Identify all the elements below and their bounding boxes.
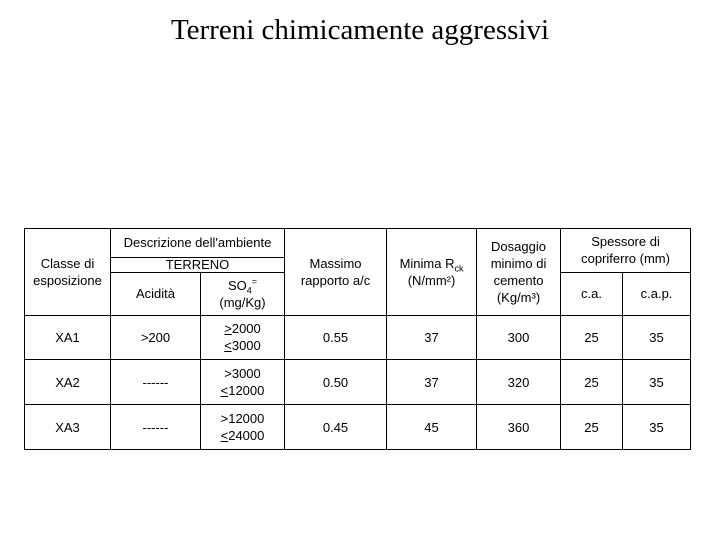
cell-classe: XA3	[25, 405, 111, 450]
cell-dosaggio: 300	[477, 315, 561, 360]
cell-so4-a-val: >12000	[220, 411, 265, 427]
cell-so4	[201, 405, 285, 450]
header-terreno: TERRENO	[111, 257, 285, 272]
header-so4-unit: (mg/Kg)	[219, 294, 266, 310]
header-descrizione-label: Descrizione dell'ambiente	[123, 235, 272, 251]
header-ca: c.a.	[561, 272, 623, 315]
header-minima-prefix: Minima R	[399, 255, 455, 271]
aggressive-soils-table	[24, 228, 691, 450]
cell-so4-b-val: 3000	[231, 338, 261, 354]
cell-rck: 37	[387, 315, 477, 360]
cell-so4-b-sym: <	[224, 338, 232, 354]
header-massimo: Massimo rapporto a/c	[285, 229, 387, 316]
cell-so4-b-sym: <	[220, 383, 229, 399]
cell-ca: 25	[561, 315, 623, 360]
header-so4-sup: =	[251, 276, 258, 287]
table-row	[25, 360, 691, 405]
table-row	[25, 315, 691, 360]
cell-rapporto: 0.55	[285, 315, 387, 360]
cell-so4-b-val: 12000	[228, 383, 265, 399]
cell-rapporto: 0.50	[285, 360, 387, 405]
header-so4-base: SO	[227, 277, 247, 293]
cell-rck: 37	[387, 360, 477, 405]
cell-cap: 35	[623, 360, 691, 405]
cell-cap: 35	[623, 315, 691, 360]
header-minima-sub: ck	[454, 263, 464, 274]
cell-so4-a-val: 2000	[231, 321, 261, 337]
cell-rck: 45	[387, 405, 477, 450]
table-row	[25, 405, 691, 450]
cell-cap: 35	[623, 405, 691, 450]
header-minima	[387, 229, 477, 316]
cell-ca: 25	[561, 360, 623, 405]
header-spessore: Spessore di copriferro (mm)	[561, 229, 691, 273]
cell-so4	[201, 360, 285, 405]
header-classe: Classe di esposizione	[25, 229, 111, 316]
cell-classe: XA2	[25, 360, 111, 405]
header-acidita: Acidità	[111, 272, 201, 315]
cell-acidita: ------	[111, 405, 201, 450]
header-so4	[201, 272, 285, 315]
header-minima-unit: (N/mm²)	[407, 272, 456, 288]
cell-ca: 25	[561, 405, 623, 450]
cell-so4-a-val: >3000	[224, 366, 261, 382]
cell-dosaggio: 360	[477, 405, 561, 450]
cell-so4-b-sym: <	[220, 428, 229, 444]
cell-rapporto: 0.45	[285, 405, 387, 450]
cell-so4-b-val: 24000	[228, 428, 265, 444]
page-title: Terreni chimicamente aggressivi	[170, 14, 550, 46]
cell-classe: XA1	[25, 315, 111, 360]
cell-so4-a-sym: >	[224, 321, 232, 337]
header-row-1	[25, 229, 691, 258]
header-cap: c.a.p.	[623, 272, 691, 315]
header-so4-sub: 4	[246, 285, 252, 296]
cell-so4	[201, 315, 285, 360]
cell-acidita: >200	[111, 315, 201, 360]
header-dosaggio: Dosaggio minimo di cemento (Kg/m³)	[477, 229, 561, 316]
cell-acidita: ------	[111, 360, 201, 405]
cell-dosaggio: 320	[477, 360, 561, 405]
header-descrizione	[111, 229, 285, 258]
